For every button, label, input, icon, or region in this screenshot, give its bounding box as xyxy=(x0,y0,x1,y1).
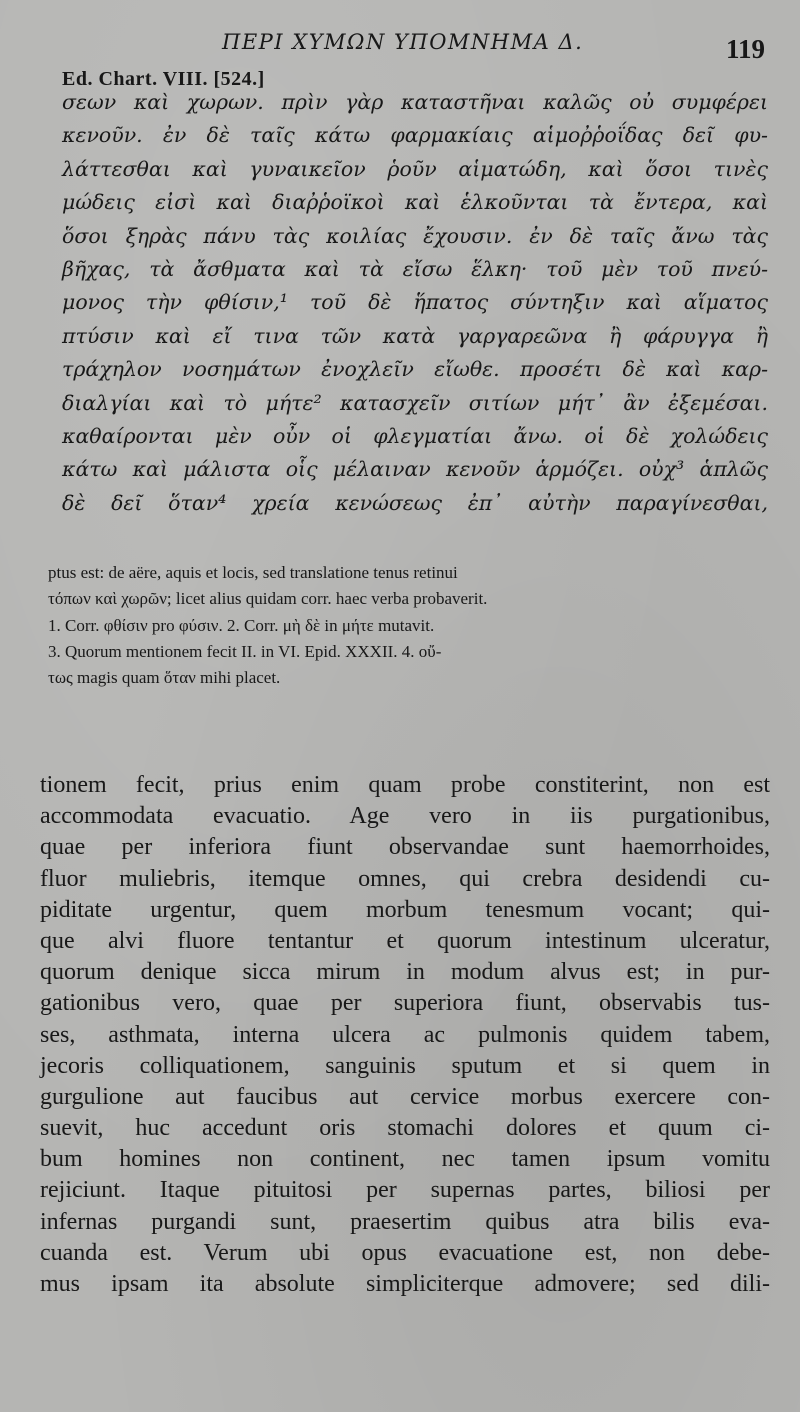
footnote-line: 3. Quorum mentionem fecit II. in VI. Epid. XXXII. 4. οὔ- xyxy=(48,641,442,661)
greek-line: καθαίρονται μὲν οὖν οἱ φλεγματίαι ἄνω. οἱ δὲ χολώδεις xyxy=(62,423,768,448)
running-title: ΠΕΡΙ ΧΥΜΩΝ ΥΠΟΜΝΗΜΑ Δ. xyxy=(222,30,584,54)
footnote-line: 1. Corr. φθίσιν pro φύσιν. 2. Corr. μὴ δὲ in μήτε mutavit. xyxy=(48,615,435,635)
greek-line: λάττεσθαι καὶ γυναικεῖον ῥοῦν αἱματώδη, καὶ ὅσοι τινὲς xyxy=(62,156,768,181)
running-head xyxy=(0,30,800,62)
latin-line: infernas purgandi sunt, praesertim quibus atra bilis eva- xyxy=(40,1208,770,1235)
greek-line: διαλγίαι καὶ τὸ μήτε² κατασχεῖν σιτίων μήτ᾽ ἂν ἐξεμέσαι. xyxy=(62,390,768,415)
latin-line: bum homines non continent, nec tamen ipsum vomitu xyxy=(40,1146,770,1173)
greek-line: ὅσοι ξηρὰς πάνυ τὰς κοιλίας ἔχουσιν. ἐν δὲ ταῖς ἄνω τὰς xyxy=(62,223,768,248)
footnote-line: ptus est: de aëre, aquis et locis, sed translatione tenus retinui xyxy=(48,563,458,582)
footnote-line: τόπων καὶ χωρῶν; licet alius quidam corr. haec verba probaverit. xyxy=(48,589,488,609)
greek-line: μώδεις εἰσὶ καὶ διαῤῥοϊκοὶ καὶ ἑλκοῦνται τὰ ἔντερα, καὶ xyxy=(62,190,768,215)
greek-text-block xyxy=(62,86,768,520)
latin-line: fluor muliebris, itemque omnes, qui crebra desidendi cu- xyxy=(40,865,770,892)
latin-line: suevit, huc accedunt oris stomachi dolores et quum ci- xyxy=(40,1115,770,1142)
greek-line: μονος τὴν φθίσιν,¹ τοῦ δὲ ἥπατος σύντηξιν καὶ αἵματος xyxy=(62,290,768,315)
latin-line: tionem fecit, prius enim quam probe constiterint, non est xyxy=(40,772,770,798)
latin-line: ses, asthmata, interna ulcera ac pulmonis quidem tabem, xyxy=(40,1021,770,1048)
latin-line: piditate urgentur, quem morbum tenesmum vocant; qui- xyxy=(40,896,770,923)
latin-line: cuanda est. Verum ubi opus evacuatione est, non debe- xyxy=(40,1239,770,1266)
latin-line: accommodata evacuatio. Age vero in iis purgationibus, xyxy=(40,803,770,830)
latin-line: quorum denique sicca mirum in modum alvus est; in pur- xyxy=(40,959,770,986)
greek-line: πτύσιν καὶ εἴ τινα τῶν κατὰ γαργαρεῶνα ἢ φάρυγγα ἢ xyxy=(62,323,768,348)
page-number: 119 xyxy=(726,34,766,64)
latin-text-block xyxy=(40,770,770,1300)
latin-line: gationibus vero, quae per superiora fiunt, observabis tus- xyxy=(40,990,770,1017)
greek-line: κάτω καὶ μάλιστα οἷς μέλαιναν κενοῦν ἁρμόζει. οὐχ³ ἁπλῶς xyxy=(62,457,768,482)
latin-line: gurgulione aut faucibus aut cervice morbus exercere con- xyxy=(40,1083,770,1110)
greek-line: βῆχας, τὰ ἄσθματα καὶ τὰ εἴσω ἕλκη· τοῦ μὲν τοῦ πνεύ- xyxy=(62,256,768,281)
latin-line: mus ipsam ita absolute simpliciterque admovere; sed dili- xyxy=(40,1271,770,1297)
greek-line: σεων καὶ χωρων. πρὶν γὰρ καταστῆναι καλῶς οὐ συμφέρει xyxy=(62,90,768,114)
footnote-line: τως magis quam ὅταν mihi placet. xyxy=(48,668,281,688)
latin-line: que alvi fluore tentantur et quorum intestinum ulceratur, xyxy=(40,927,770,954)
greek-line: κενοῦν. ἐν δὲ ταῖς κάτω φαρμακίαις αἱμοῤῥοΐδας δεῖ φυ- xyxy=(62,123,768,148)
greek-line: τράχηλον νοσημάτων ἐνοχλεῖν εἴωθε. προσέτι δὲ καὶ καρ- xyxy=(62,357,768,382)
latin-line: quae per inferiora fiunt observandae sunt haemorrhoides, xyxy=(40,834,770,861)
greek-line: δὲ δεῖ ὅταν⁴ χρεία κενώσεως ἐπ᾽ αὐτὴν παραγίνεσθαι, xyxy=(62,490,768,515)
latin-line: rejiciunt. Itaque pituitosi per supernas partes, biliosi per xyxy=(40,1177,770,1204)
edition-reference: Ed. Chart. VIII. [524.] xyxy=(62,68,265,90)
latin-line: jecoris colliquationem, sanguinis sputum et si quem in xyxy=(40,1052,770,1079)
footnotes xyxy=(48,560,780,691)
